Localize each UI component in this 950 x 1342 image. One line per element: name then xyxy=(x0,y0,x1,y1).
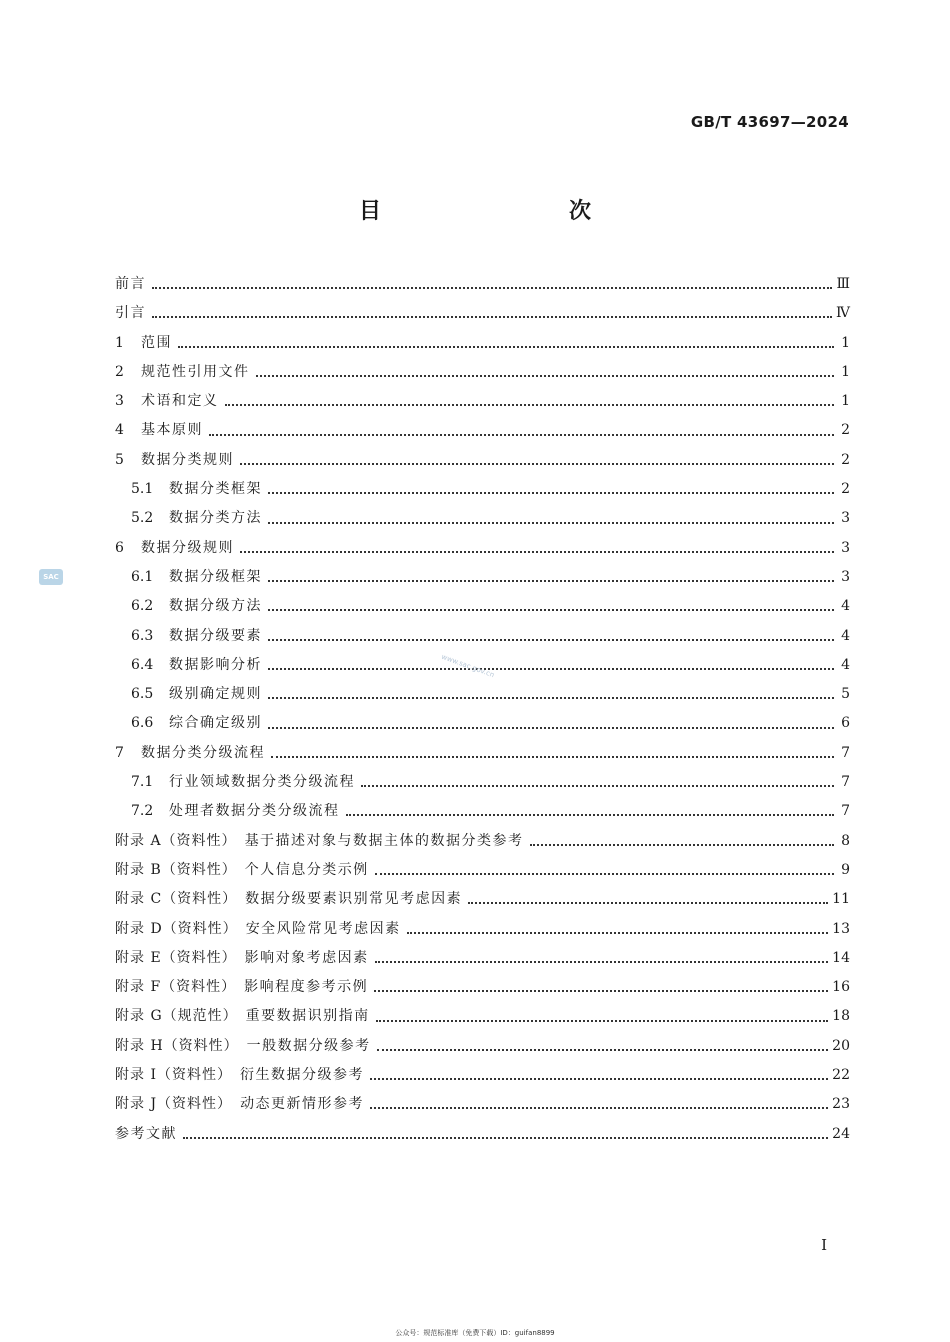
toc-page-number: Ⅳ xyxy=(836,305,850,322)
toc-entry[interactable] xyxy=(115,387,850,416)
toc-entry[interactable] xyxy=(115,739,850,768)
toc-page-number: 1 xyxy=(841,393,850,410)
toc-leader-dots xyxy=(240,462,834,465)
toc-page-number: 7 xyxy=(841,803,850,820)
toc-leader-dots xyxy=(183,1136,828,1139)
toc-entry[interactable] xyxy=(115,270,850,299)
toc-section-number: 2 xyxy=(115,363,124,380)
toc-page-number: 18 xyxy=(832,1008,850,1025)
toc-leader-dots xyxy=(152,286,832,289)
toc-page-number: 20 xyxy=(832,1037,850,1054)
watermark-text: www.sac.gov.cn xyxy=(440,652,496,680)
toc-entry-title: 参考文献 xyxy=(115,1125,177,1142)
toc-entry[interactable] xyxy=(115,1090,850,1119)
toc-entry-title: 一般数据分级参考 xyxy=(246,1037,371,1054)
toc-entry[interactable] xyxy=(115,504,850,533)
toc-entry[interactable] xyxy=(115,1032,850,1061)
toc-section-number: 7.2 xyxy=(131,803,154,820)
toc-entry[interactable] xyxy=(115,592,850,621)
toc-leader-dots xyxy=(225,403,835,406)
toc-leader-dots xyxy=(268,667,834,670)
toc-entry-title: 术语和定义 xyxy=(141,393,219,410)
toc-section-number: 6.4 xyxy=(131,656,154,673)
toc-appendix-label: 附录 B（资料性） xyxy=(115,861,237,878)
toc-page-number: 16 xyxy=(832,979,850,996)
toc-page-number: 1 xyxy=(841,363,850,380)
toc-section-number: 6.2 xyxy=(131,598,154,615)
toc-entry[interactable] xyxy=(115,915,850,944)
toc-appendix-label: 附录 D（资料性） xyxy=(115,920,238,937)
toc-entry-title: 范围 xyxy=(141,334,172,351)
toc-entry-title: 影响对象考虑因素 xyxy=(244,949,369,966)
toc-leader-dots xyxy=(468,901,828,904)
toc-entry-title: 基于描述对象与数据主体的数据分类参考 xyxy=(244,832,524,849)
toc-leader-dots xyxy=(377,1048,829,1051)
toc-leader-dots xyxy=(361,784,834,787)
toc-entry-title: 数据分类规则 xyxy=(141,451,234,468)
toc-entry[interactable] xyxy=(115,973,850,1002)
toc-section-number: 6.6 xyxy=(131,715,154,732)
toc-entry[interactable] xyxy=(115,534,850,563)
toc-page-number: 7 xyxy=(841,774,850,791)
toc-leader-dots xyxy=(209,433,834,436)
toc-page-number: 7 xyxy=(841,744,850,761)
footer-text: 公众号：规范标准库（免费下载）ID：guifan8899 xyxy=(395,1329,555,1337)
toc-entry-title: 数据分级框架 xyxy=(169,568,262,585)
toc-entry-title: 数据影响分析 xyxy=(169,656,262,673)
page-title: 目 次 xyxy=(358,199,639,224)
toc-appendix-label: 附录 F（资料性） xyxy=(115,979,237,996)
toc-leader-dots xyxy=(530,843,834,846)
toc-entry-title: 数据分级方法 xyxy=(169,598,262,615)
toc-entry[interactable] xyxy=(115,856,850,885)
toc-entry[interactable] xyxy=(115,416,850,445)
toc-leader-dots xyxy=(346,813,835,816)
toc-leader-dots xyxy=(268,608,834,611)
toc-entry-title: 个人信息分类示例 xyxy=(244,861,369,878)
toc-entry-title: 级别确定规则 xyxy=(169,686,262,703)
toc-entry-title: 引言 xyxy=(115,305,146,322)
toc-page-number: 9 xyxy=(841,861,850,878)
toc-entry[interactable] xyxy=(115,1002,850,1031)
toc-page-number: 6 xyxy=(841,715,850,732)
toc-entry-title: 数据分级要素 xyxy=(169,627,262,644)
toc-entry[interactable] xyxy=(115,358,850,387)
toc-leader-dots xyxy=(271,755,834,758)
toc-entry-title: 衍生数据分级参考 xyxy=(239,1067,364,1084)
toc-entry-title: 数据分类框架 xyxy=(169,481,262,498)
toc-entry[interactable] xyxy=(115,1061,850,1090)
toc-leader-dots xyxy=(268,638,834,641)
toc-leader-dots xyxy=(240,550,834,553)
toc-section-number: 1 xyxy=(115,334,124,351)
toc-leader-dots xyxy=(370,1077,828,1080)
toc-page-number: 3 xyxy=(841,568,850,585)
toc-entry[interactable] xyxy=(115,797,850,826)
toc-page-number: 24 xyxy=(832,1125,850,1142)
toc-page-number: 22 xyxy=(832,1067,850,1084)
toc-leader-dots xyxy=(152,315,832,318)
toc-entry[interactable] xyxy=(115,768,850,797)
toc-page-number: 8 xyxy=(841,832,850,849)
toc-appendix-label: 附录 G（规范性） xyxy=(115,1008,238,1025)
toc-entry[interactable] xyxy=(115,446,850,475)
toc-appendix-label: 附录 H（资料性） xyxy=(115,1037,239,1054)
toc-entry-title: 数据分级要素识别常见考虑因素 xyxy=(245,891,463,908)
toc-entry[interactable] xyxy=(115,329,850,358)
toc-leader-dots xyxy=(268,696,834,699)
toc-section-number: 5 xyxy=(115,451,124,468)
toc-appendix-label: 附录 I（资料性） xyxy=(115,1067,232,1084)
toc-entry-title: 数据分级规则 xyxy=(141,539,234,556)
toc-entry[interactable] xyxy=(115,885,850,914)
toc-entry[interactable] xyxy=(115,1120,850,1149)
toc-section-number: 4 xyxy=(115,422,124,439)
toc-page-number: 4 xyxy=(841,627,850,644)
toc-entry-title: 规范性引用文件 xyxy=(141,363,250,380)
page-number: Ⅰ xyxy=(821,1236,827,1254)
toc-page-number: 2 xyxy=(841,481,850,498)
toc-leader-dots xyxy=(268,491,834,494)
toc-entry-title: 安全风险常见考虑因素 xyxy=(245,920,401,937)
toc-page-number: 4 xyxy=(841,656,850,673)
toc-page-number: 14 xyxy=(832,949,850,966)
toc-page-number: 5 xyxy=(841,686,850,703)
toc-appendix-label: 附录 E（资料性） xyxy=(115,949,237,966)
toc-section-number: 5.2 xyxy=(131,510,154,527)
toc-entry-title: 前言 xyxy=(115,276,146,292)
toc-page-number: 1 xyxy=(841,334,850,351)
toc-entry[interactable] xyxy=(115,622,850,651)
toc-page-number: Ⅲ xyxy=(836,276,850,292)
toc-page-number: 3 xyxy=(841,539,850,556)
toc-leader-dots xyxy=(375,960,829,963)
toc-leader-dots xyxy=(268,726,834,729)
toc-section-number: 6.3 xyxy=(131,627,154,644)
toc-entry[interactable] xyxy=(115,827,850,856)
toc-section-number: 7 xyxy=(115,744,124,761)
toc-leader-dots xyxy=(370,1106,828,1109)
standard-number: GB/T 43697—2024 xyxy=(690,113,849,131)
toc-entry-title: 行业领域数据分类分级流程 xyxy=(169,774,355,791)
toc-entry[interactable] xyxy=(115,944,850,973)
toc-entry[interactable] xyxy=(115,475,850,504)
table-of-contents xyxy=(115,270,850,1149)
toc-entry[interactable] xyxy=(115,299,850,328)
toc-page-number: 4 xyxy=(841,598,850,615)
toc-page-number: 13 xyxy=(832,920,850,937)
toc-leader-dots xyxy=(268,521,834,524)
toc-leader-dots xyxy=(407,931,828,934)
toc-entry[interactable] xyxy=(115,709,850,738)
toc-entry-title: 影响程度参考示例 xyxy=(244,979,369,996)
toc-leader-dots xyxy=(268,579,834,582)
toc-entry-title: 综合确定级别 xyxy=(169,715,262,732)
toc-section-number: 5.1 xyxy=(131,481,154,498)
toc-leader-dots xyxy=(256,374,835,377)
toc-entry-title: 重要数据识别指南 xyxy=(245,1008,370,1025)
toc-section-number: 7.1 xyxy=(131,774,154,791)
toc-page-number: 2 xyxy=(841,422,850,439)
toc-entry-title: 数据分类分级流程 xyxy=(141,744,265,761)
toc-entry[interactable] xyxy=(115,680,850,709)
toc-entry-title: 动态更新情形参考 xyxy=(240,1096,365,1113)
toc-leader-dots xyxy=(375,872,834,875)
toc-leader-dots xyxy=(374,989,828,992)
toc-page-number: 11 xyxy=(832,891,850,908)
toc-leader-dots xyxy=(376,1019,829,1022)
toc-entry-title: 处理者数据分类分级流程 xyxy=(169,803,340,820)
toc-appendix-label: 附录 C（资料性） xyxy=(115,891,238,908)
toc-section-number: 3 xyxy=(115,393,124,410)
toc-leader-dots xyxy=(178,345,834,348)
toc-entry-title: 数据分类方法 xyxy=(169,510,262,527)
toc-page-number: 2 xyxy=(841,451,850,468)
toc-appendix-label: 附录 A（资料性） xyxy=(115,832,237,849)
toc-section-number: 6.1 xyxy=(131,568,154,585)
toc-page-number: 3 xyxy=(841,510,850,527)
toc-page-number: 23 xyxy=(832,1096,850,1113)
toc-appendix-label: 附录 J（资料性） xyxy=(115,1096,233,1113)
toc-section-number: 6.5 xyxy=(131,686,154,703)
toc-entry-title: 基本原则 xyxy=(141,422,203,439)
toc-section-number: 6 xyxy=(115,539,124,556)
sac-logo-watermark: SAC xyxy=(39,569,63,585)
toc-entry[interactable] xyxy=(115,563,850,592)
